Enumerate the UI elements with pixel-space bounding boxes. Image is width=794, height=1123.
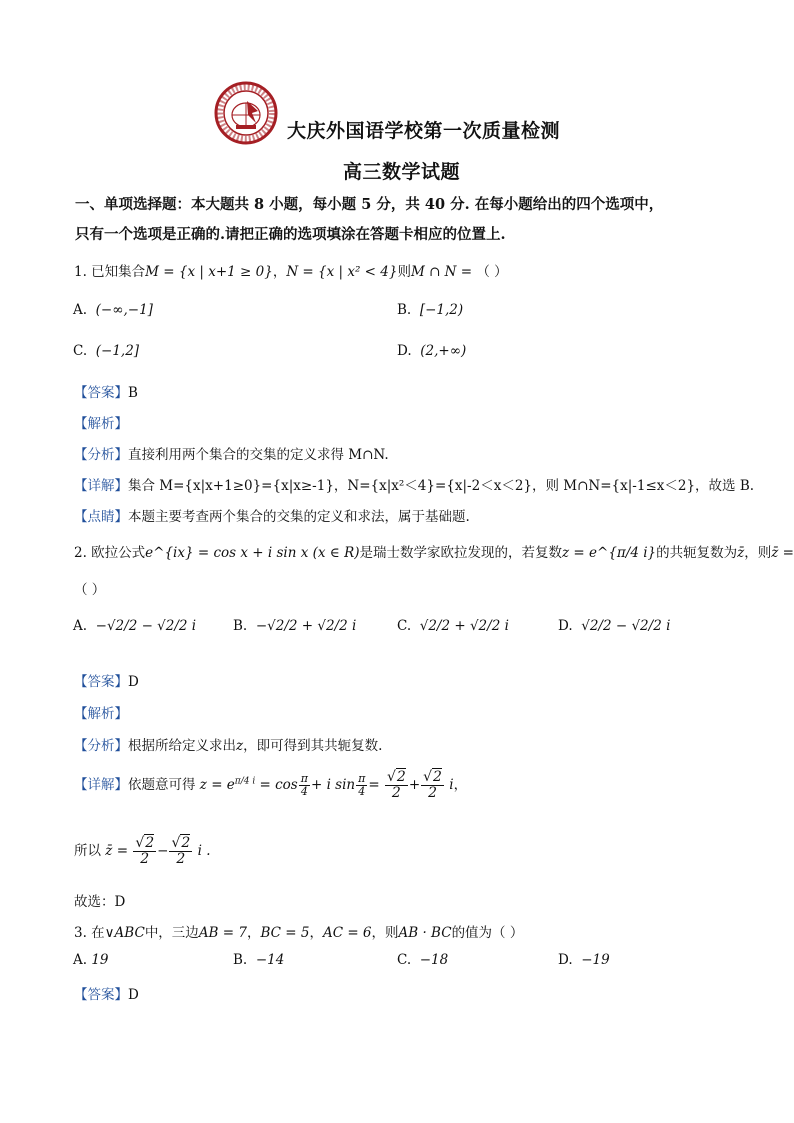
answer-value: D	[128, 674, 139, 690]
option-text: √2/2 − √2/2 i	[581, 618, 671, 634]
option-label: D.	[397, 343, 412, 359]
dianjing-text: 本题主要考查两个集合的交集的定义和求法，属于基础题.	[128, 509, 470, 525]
q2-zbar-eq: z̄ =	[771, 545, 794, 561]
q3-dot-product: AB · BC	[398, 925, 452, 941]
q3-stem-mid: 中，三边	[144, 925, 199, 941]
option-label: A.	[73, 302, 88, 318]
q3-bc: BC = 5	[260, 925, 310, 941]
q2-paren: （ ）	[74, 582, 106, 598]
q3-option-a	[73, 952, 109, 968]
xiangjie-text-b: ，	[453, 777, 468, 793]
frac-sqrt2-2: $\frac{√2}{2}$	[423, 769, 442, 801]
answer-tag: 【答案】	[74, 385, 128, 401]
dianjing-tag: 【点睛】	[74, 509, 128, 525]
q1-option-d	[397, 343, 466, 359]
fenxi-text-a: 根据所给定义求出	[128, 738, 236, 754]
option-label: B.	[233, 952, 248, 968]
q1-xiangjie	[74, 474, 754, 494]
section-instruction-line1: 一、单项选择题：本大题共 8 小题，每小题 5 分，共 40 分. 在每小题给出的四个选项中，	[75, 196, 664, 213]
option-label: C.	[397, 618, 412, 634]
q3-stem-prefix: 3. 在	[74, 925, 105, 941]
q2-option-c	[397, 618, 509, 634]
option-label: A.	[73, 618, 88, 634]
option-label: D.	[558, 952, 573, 968]
frac-pi-4: $\frac{\pi}{4}$	[358, 772, 366, 798]
q1-separator: ，	[272, 264, 287, 280]
fenxi-tag: 【分析】	[74, 738, 128, 754]
q2-answer	[74, 670, 139, 690]
q1-analysis-tag: 【解析】	[74, 416, 128, 432]
q2-zbar: z̄	[737, 545, 745, 561]
q2-analysis-tag: 【解析】	[74, 706, 128, 722]
q1-intersection: M ∩ N	[410, 264, 457, 280]
section-instruction-line2: 只有一个选项是正确的.请把正确的选项填涂在答题卡相应的位置上.	[75, 226, 506, 243]
xiangjie-tag: 【详解】	[74, 478, 128, 494]
fenxi-text: 直接利用两个集合的交集的定义求得 M∩N.	[128, 447, 389, 463]
xiangjie-tag: 【详解】	[74, 777, 128, 793]
option-label: A.	[73, 952, 88, 968]
q3-option-d	[558, 952, 610, 968]
option-text: 19	[91, 952, 109, 968]
q2-stem-then: ，则	[744, 545, 772, 561]
q2-fenxi	[74, 734, 382, 754]
answer-value: D	[128, 987, 139, 1003]
q3-comma1: ，	[246, 925, 261, 941]
q3-stem-then: ，则	[371, 925, 399, 941]
q3-ac: AC = 6	[322, 925, 372, 941]
q3-answer	[74, 983, 139, 1003]
frac-pi-4: $\frac{\pi}{4}$	[300, 772, 308, 798]
fenxi-text-b: ，即可得到其共轭复数.	[243, 738, 383, 754]
q3-triangle: ∨ABC	[104, 925, 145, 941]
option-label: C.	[397, 952, 412, 968]
answer-tag: 【答案】	[74, 674, 128, 690]
q3-stem-end: 的值为（ ）	[451, 925, 524, 941]
q2-option-b	[233, 618, 356, 634]
frac-sqrt2-2: $\frac{√2}{2}$	[135, 835, 155, 867]
option-label: B.	[233, 618, 248, 634]
q1-stem-then: 则	[397, 264, 411, 280]
q2-stem-prefix: 2. 欧拉公式	[74, 545, 146, 561]
q1-stem	[74, 260, 508, 280]
option-label: D.	[558, 618, 573, 634]
option-text: −√2/2 + √2/2 i	[255, 618, 357, 634]
q2-guxuan: 故选：D	[74, 894, 126, 910]
q2-option-a	[73, 618, 196, 634]
q1-dianjing	[74, 505, 470, 525]
option-text: −18	[419, 952, 449, 968]
fenxi-z: z	[236, 738, 244, 754]
q3-ab: AB = 7	[198, 925, 247, 941]
suoyi-text: 所以	[74, 843, 101, 859]
answer-tag: 【答案】	[74, 987, 128, 1003]
q1-paren: = （ ）	[460, 264, 508, 280]
q1-option-b	[397, 302, 463, 318]
q1-answer	[74, 381, 138, 401]
frac-sqrt2-2: $\frac{√2}{2}$	[386, 769, 406, 801]
zbar-equation: z̄ = $\frac{√2}{2}$ − $\frac{√2}{2}$ i .	[105, 835, 211, 867]
answer-value: B	[128, 385, 138, 401]
q2-stem-mid: 是瑞士数学家欧拉发现的，若复数	[359, 545, 563, 561]
option-text: (−1,2]	[95, 343, 140, 359]
option-label: B.	[397, 302, 412, 318]
xiangjie-text-a: 依题意可得	[128, 777, 196, 793]
q1-stem-prefix: 1. 已知集合	[74, 264, 146, 280]
frac-sqrt2-2: $\frac{√2}{2}$	[171, 835, 191, 867]
option-text: −19	[581, 952, 610, 968]
xiangjie-text: 集合 M={x|x+1≥0}={x|x≥-1}，N={x|x²＜4}={x|-2＜x＜2}，则 M∩N={x|-1≤x＜2}，故选 B.	[128, 478, 755, 494]
option-text: −√2/2 − √2/2 i	[95, 618, 197, 634]
xiangjie-equation: $z = e^{\pi/4 i} = \cos$ $\frac{\pi}{4}$ + i sin $\frac{\pi}{4}$ = $\frac{√2}{2}$ + $\frac{√2}{2}$ i	[199, 769, 454, 801]
q3-comma2: ，	[309, 925, 323, 941]
option-text: (2,+∞)	[420, 343, 467, 359]
q2-stem-conj: 的共轭复数为	[656, 545, 738, 561]
school-seal-logo	[214, 81, 278, 145]
option-text: −14	[255, 952, 285, 968]
exam-title: 高三数学试题	[343, 161, 461, 183]
q3-option-b	[233, 952, 284, 968]
q1-set-m: M = {x | x+1 ≥ 0}	[145, 264, 273, 280]
q2-xiangjie	[74, 770, 467, 801]
fenxi-tag: 【分析】	[74, 447, 128, 463]
option-text: [−1,2)	[419, 302, 464, 318]
q2-z-definition: z = e^{π/4 i}	[562, 545, 657, 561]
q1-fenxi	[74, 443, 389, 463]
school-title: 大庆外国语学校第一次质量检测	[287, 120, 561, 142]
option-text: (−∞,−1]	[95, 302, 153, 318]
q2-euler-formula: e^{ix} = cos x + i sin x (x ∈ R)	[145, 545, 360, 561]
q1-option-a	[73, 302, 153, 318]
q3-option-c	[397, 952, 448, 968]
option-label: C.	[73, 343, 88, 359]
q3-stem	[74, 921, 523, 941]
q2-stem	[74, 541, 794, 561]
q1-set-n: N = {x | x² < 4}	[286, 264, 398, 280]
q1-option-c	[73, 343, 139, 359]
q2-option-d	[558, 618, 670, 634]
option-text: √2/2 + √2/2 i	[419, 618, 509, 634]
q2-conclusion	[74, 836, 211, 867]
